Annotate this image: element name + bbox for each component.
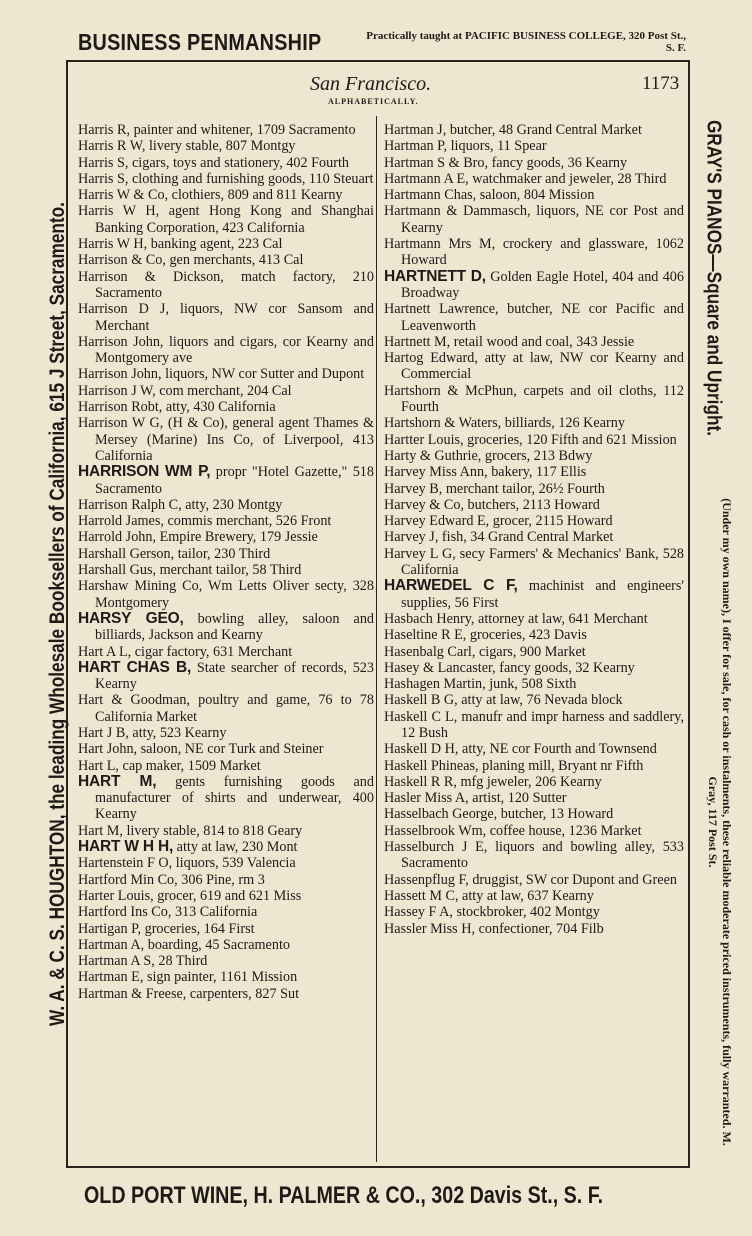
entry-details: groceries, 164 First (141, 920, 255, 937)
entry-details: machinist and engineers' supplies, 56 First (401, 578, 684, 611)
directory-entry (384, 806, 684, 822)
directory-entry (78, 171, 374, 187)
entry-name: Harrison & Co, (78, 252, 166, 269)
entry-name: Harrold John, (78, 529, 157, 546)
entry-details: merchant tailor, 58 Third (156, 562, 302, 579)
entry-details: livery stable, 807 Montgy (145, 138, 296, 155)
entry-name: Harvey & Co, (384, 496, 464, 513)
entry-name: Harrison J W, (78, 382, 156, 399)
directory-entry (78, 839, 374, 855)
entry-details: liquors and cigars, cor Kearny and Montgomery ave (95, 333, 374, 367)
directory-entry (384, 741, 684, 757)
entry-details: cap maker, 1509 Market (118, 757, 261, 774)
entry-details: atty at law, NW cor Kearny and Commercial (401, 350, 684, 383)
directory-entry (78, 334, 374, 367)
directory-entry (78, 399, 374, 415)
entry-name: Hart & Goodman, (78, 692, 191, 709)
entry-details: fancy goods, 32 Kearny (495, 659, 635, 676)
entry-name: Harris R W, (78, 138, 146, 155)
entry-details: butcher, 13 Howard (497, 806, 614, 823)
entry-details: coffee house, 1236 Market (486, 822, 642, 839)
entry-details: junk, 508 Sixth (485, 676, 577, 693)
entry-details: liquors and bowling alley, 533 Sacramento (401, 839, 684, 872)
entry-name: Hartnett Lawrence, (384, 301, 499, 318)
entry-details: liquors, NW cor Sansom and Merchant (95, 301, 374, 334)
directory-entry (384, 481, 684, 497)
entry-details: banking agent, 223 Cal (147, 236, 283, 253)
entry-name: Hartigan P, (78, 920, 142, 937)
entry-details: 306 Pine, rm 3 (177, 871, 265, 888)
entry-details: butcher, NE cor Pacific and Leavenworth (401, 301, 685, 334)
entry-name: Hartford Min Co, (78, 871, 178, 888)
entry-details: bowling alley, saloon and billiards, Jackson and Kearny (95, 610, 375, 644)
directory-entry (384, 823, 684, 839)
entry-details: atty at law, 230 Mont (173, 839, 298, 856)
directory-entry (384, 155, 684, 171)
directory-entry (78, 888, 374, 904)
bottom-ad-text: OLD PORT WINE, H. PALMER & CO., 302 Davis St., S. F. (84, 1182, 604, 1209)
entry-name: Harvey L G, (384, 545, 456, 562)
entry-details: crockery and glassware, 1062 Howard (401, 236, 684, 269)
entry-name: Hartmann & Dammasch, (384, 203, 531, 220)
entry-details: planing mill, Bryant nr Fifth (478, 757, 644, 774)
directory-entry (384, 415, 684, 431)
directory-entry (384, 790, 684, 806)
entry-name: Hartmann A E, (384, 170, 469, 187)
entry-name: Hart J B, (78, 724, 129, 741)
directory-entry (384, 627, 684, 643)
directory-entry (78, 969, 374, 985)
directory-entry (78, 904, 374, 920)
entry-details: Wm Letts Oliver secty, 328 Montgomery (95, 578, 374, 611)
entry-name: Hasenbalg Carl, (384, 643, 476, 660)
entry-details: painter and whitener, 1709 Sacramento (130, 122, 356, 138)
entry-name: Harvey B, (384, 480, 443, 497)
entry-name: Haskell C L, (384, 708, 458, 725)
directory-entry (384, 497, 684, 513)
directory-entry (78, 855, 374, 871)
entry-details: attorney at law, 641 Merchant (474, 610, 648, 627)
directory-entry (384, 187, 684, 203)
entry-name: Haskell Phineas, (384, 757, 479, 774)
entry-details: livery stable, 814 to 818 Geary (122, 822, 303, 839)
directory-entry (384, 774, 684, 790)
directory-entry (78, 611, 374, 644)
entry-details: atty at law, 637 Kearny (458, 887, 594, 904)
entry-details: atty, 523 Kearny (128, 724, 227, 741)
directory-entry (384, 578, 684, 611)
directory-entry (78, 986, 374, 1002)
entry-name: Hartter Louis, (384, 431, 464, 448)
entry-details: secy Farmers' & Mechanics' Bank, 528 California (401, 545, 685, 579)
entry-details: groceries, 120 Fifth and 621 Mission (463, 431, 677, 448)
directory-entry (384, 122, 684, 138)
entry-details: atty at law, 76 Nevada block (457, 692, 623, 709)
left-side-ad-text: W. A. & C. S. HOUGHTON, the leading Wholesale Booksellers of California, 615 J Street, Sacramento. (46, 202, 69, 1026)
entry-name: Harrold James, (78, 513, 164, 530)
entry-name: Hartford Ins Co, (78, 904, 172, 921)
directory-entry (78, 758, 374, 774)
entry-details: fish, 34 Grand Central Market (438, 529, 614, 546)
entry-name: HARRISON WM P, (78, 463, 211, 481)
entry-name: Harris W H, (78, 203, 160, 220)
entry-name: Harvey J, (384, 529, 439, 546)
entry-name: Harshaw Mining Co, (78, 578, 203, 595)
top-ad-headline: BUSINESS PENMANSHIP (78, 28, 322, 55)
directory-entry (384, 888, 684, 904)
directory-entry (78, 415, 374, 464)
entry-name: Harrison D J, (78, 301, 170, 318)
entry-details: gen merchants, 413 Cal (165, 252, 304, 269)
entry-details: stockbroker, 402 Montgy (452, 904, 600, 921)
entry-details: fancy goods, 36 Kearny (488, 154, 628, 171)
entry-name: Hartenstein F O, (78, 855, 173, 872)
entry-name: Hartmann Mrs M, (384, 236, 496, 253)
directory-entry (78, 546, 374, 562)
entry-details: grocer, 619 and 621 Miss (153, 887, 302, 904)
directory-entry (384, 660, 684, 676)
entry-name: Hassler Miss H, (384, 920, 476, 937)
entry-name: Harshall Gerson, (78, 545, 175, 562)
entry-name: Hassett M C, (384, 887, 459, 904)
page-number: 1173 (642, 73, 680, 94)
entry-details: clothing and furnishing goods, 110 Steuart (128, 170, 374, 187)
entry-name: HARWEDEL C F, (384, 577, 518, 595)
entry-details: saloon, NE cor Turk and Steiner (137, 741, 324, 758)
directory-entry (78, 692, 374, 725)
directory-entry (78, 252, 374, 268)
entry-name: Hasbach Henry, (384, 610, 475, 627)
entry-name: Hasler Miss A, (384, 790, 469, 807)
entry-name: HART CHAS B, (78, 658, 192, 676)
entry-details: boarding, 45 Sacramento (144, 936, 290, 953)
directory-entry (78, 578, 374, 611)
directory-entry (78, 138, 374, 154)
directory-entry (78, 921, 374, 937)
entry-name: Hart A L, (78, 643, 132, 660)
right-column (384, 122, 684, 937)
directory-entry (384, 611, 684, 627)
entry-details: butchers, 2113 Howard (464, 496, 600, 513)
entry-name: Harris S, (78, 170, 129, 187)
entry-details: agent Hong Kong and Shanghai Banking Corporation, 423 California (95, 203, 374, 236)
entry-name: Harrison Robt, (78, 399, 163, 416)
entry-name: Haskell B G, (384, 692, 458, 709)
entry-details: saloon, 804 Mission (476, 187, 595, 204)
right-side-ad-headline-text: GRAY'S PIANOS—Square and Upright. (702, 120, 725, 436)
left-column (78, 122, 374, 1002)
directory-entry (384, 236, 684, 269)
entry-name: Hart John, (78, 741, 138, 758)
entry-details: bakery, 117 Ellis (487, 464, 587, 481)
directory-entry (78, 155, 374, 171)
entry-details: manufr and impr harness and saddlery, 12 Bush (401, 708, 684, 741)
entry-name: Haseltine R E, (384, 627, 467, 644)
directory-entry (78, 741, 374, 757)
directory-entry (78, 937, 374, 953)
entry-name: Hasey & Lancaster, (384, 659, 496, 676)
directory-entry (384, 904, 684, 920)
entry-name: Hartog Edward, (384, 350, 478, 367)
entry-details: groceries, 423 Davis (466, 627, 587, 644)
entry-name: Hart M, (78, 822, 123, 839)
entry-name: Harrison John, (78, 366, 162, 383)
entry-name: Hassey F A, (384, 904, 453, 921)
directory-entry (78, 122, 374, 138)
entry-details: grocers, 213 Bdwy (481, 447, 593, 464)
entry-name: Hartman A, (78, 936, 145, 953)
directory-entry (384, 546, 684, 579)
page-subtitle: ALPHABETICALLY. (328, 97, 419, 106)
entry-name: Harris W H, (78, 236, 148, 253)
directory-entry (384, 529, 684, 545)
entry-details: confectioner, 704 Filb (475, 920, 604, 937)
entry-name: Hartman J, (384, 122, 447, 138)
directory-entry (384, 350, 684, 383)
entry-details: atty, 230 Montgy (181, 496, 283, 513)
entry-details: billiards, 126 Kearny (501, 415, 625, 432)
entry-details: grocer, 2115 Howard (489, 513, 613, 530)
entry-name: HART M, (78, 772, 157, 790)
entry-details: carpenters, 827 Sut (186, 985, 300, 1002)
directory-entry (78, 823, 374, 839)
entry-name: Haskell D H, (384, 741, 459, 758)
entry-details: State searcher of records, 523 Kearny (95, 659, 374, 693)
entry-name: Hartman E, (78, 969, 144, 986)
directory-entry (384, 138, 684, 154)
directory-entry (78, 774, 374, 823)
column-divider (376, 116, 377, 1162)
entry-details: gents furnishing goods and manufacturer of shirts and underwear, 400 Kearny (95, 773, 374, 823)
directory-entry (78, 464, 374, 497)
entry-details: poultry and game, 76 to 78 California Market (95, 692, 374, 725)
directory-entry (78, 497, 374, 513)
page-title: San Francisco. (310, 73, 432, 95)
entry-details: commis merchant, 526 Front (163, 513, 332, 530)
directory-entry (78, 953, 374, 969)
entry-details: liquors, NE cor Post and Kearny (401, 203, 684, 236)
directory-entry (384, 921, 684, 937)
entry-details: retail wood and coal, 343 Jessie (450, 333, 635, 350)
top-advertisement (78, 26, 686, 58)
right-side-advertisement-detail: (Under my own name), I offer for sale, for cash or instalments, these reliable moderate priced instruments, fully warranted. M. Gray, 117 Post St. (706, 498, 734, 1146)
directory-entry (78, 562, 374, 578)
entry-details: liquors, NW cor Sutter and Dupont (161, 366, 365, 383)
entry-name: Harty & Guthrie, (384, 447, 482, 464)
entry-name: Hartnett M, (384, 333, 451, 350)
entry-name: Hassenpflug F, (384, 871, 469, 888)
entry-details: sign painter, 1161 Mission (143, 969, 298, 986)
entry-name: Hartman P, (384, 138, 448, 155)
directory-entry (384, 676, 684, 692)
directory-entry (384, 758, 684, 774)
entry-name: Hartmann Chas, (384, 187, 477, 204)
directory-entry (384, 269, 684, 302)
entry-name: Harris W & Co, (78, 187, 169, 204)
bottom-advertisement (84, 1182, 684, 1210)
directory-entry (78, 366, 374, 382)
directory-entry (78, 301, 374, 334)
left-side-advertisement (46, 112, 70, 1117)
entry-details: Golden Eagle Hotel, 404 and 406 Broadway (401, 268, 684, 301)
entry-name: Harrison Ralph C, (78, 496, 182, 513)
entry-name: Hart L, (78, 757, 119, 774)
entry-name: Harvey Miss Ann, (384, 464, 488, 481)
entry-details: atty, 430 California (162, 399, 276, 416)
directory-entry (78, 660, 374, 693)
entry-details: (H & Co), general agent Thames & Mersey (Marine) Ins Co, of Liverpool, 413 California (95, 415, 374, 464)
directory-entry (384, 448, 684, 464)
directory-entry (78, 203, 374, 236)
entry-name: Harrison & Dickson, (78, 268, 224, 285)
entry-details: Empire Brewery, 179 Jessie (156, 529, 318, 546)
entry-name: Harrison W G, (78, 415, 164, 432)
entry-name: Hasselburch J E, (384, 839, 488, 856)
entry-name: Hartshorn & McPhun, (384, 382, 517, 399)
entry-name: Harshall Gus, (78, 562, 157, 579)
entry-name: Harris S, (78, 154, 129, 171)
entry-details: com merchant, 204 Cal (155, 382, 292, 399)
top-ad-detail: Practically taught at PACIFIC BUSINESS COLLEGE, 320 Post St., S. F. (366, 30, 686, 54)
entry-details: propr "Hotel Gazette," 518 Sacramento (95, 464, 374, 497)
directory-entry (78, 644, 374, 660)
entry-details: cigar factory, 631 Merchant (131, 643, 293, 660)
directory-entry (384, 513, 684, 529)
directory-entry (78, 725, 374, 741)
directory-entry (78, 513, 374, 529)
entry-details: merchant tailor, 26½ Fourth (442, 480, 605, 497)
directory-entry (384, 692, 684, 708)
entry-details: tailor, 230 Third (174, 545, 271, 562)
directory-entry (384, 872, 684, 888)
entry-name: Hashagen Martin, (384, 676, 486, 693)
entry-details: mfg jeweler, 206 Kearny (456, 773, 602, 790)
entry-details: clothiers, 809 and 811 Kearny (168, 187, 343, 204)
directory-entry (78, 872, 374, 888)
entry-name: HART W H H, (78, 838, 174, 856)
directory-entry (384, 334, 684, 350)
directory-entry (78, 187, 374, 203)
entry-details: cigars, toys and stationery, 402 Fourth (128, 154, 349, 171)
directory-entry (78, 529, 374, 545)
entry-details: carpets and oil cloths, 112 Fourth (401, 382, 684, 416)
entry-name: Harris R, (78, 122, 131, 138)
entry-name: Hartshorn & Waters, (384, 415, 502, 432)
entry-details: butcher, 48 Grand Central Market (446, 122, 642, 138)
directory-entry (384, 464, 684, 480)
directory-entry (78, 383, 374, 399)
right-side-advertisement-headline (702, 94, 725, 461)
directory-entry (78, 269, 374, 302)
directory-entry (384, 432, 684, 448)
entry-details: 313 California (171, 904, 258, 921)
entry-name: Hasselbrook Wm, (384, 822, 487, 839)
entry-name: Harter Louis, (78, 887, 154, 904)
entry-name: Haskell R R, (384, 773, 457, 790)
entry-details: atty, NE cor Fourth and Townsend (458, 741, 657, 758)
entry-details: cigars, 900 Market (475, 643, 586, 660)
entry-name: Hartman & Freese, (78, 985, 187, 1002)
entry-details: liquors, 539 Valencia (172, 855, 296, 872)
directory-entry (384, 383, 684, 416)
entry-details: 28 Third (154, 953, 208, 970)
entry-name: HARSY GEO, (78, 609, 184, 627)
entry-details: artist, 120 Sutter (468, 790, 567, 807)
directory-entry (384, 839, 684, 872)
entry-name: HARTNETT D, (384, 267, 486, 285)
entry-name: Hasselbach George, (384, 806, 498, 823)
directory-entry (384, 301, 684, 334)
entry-name: Hartman S & Bro, (384, 154, 489, 171)
entry-details: liquors, 11 Spear (447, 138, 547, 155)
entry-name: Hartman A S, (78, 953, 155, 970)
entry-details: match factory, 210 Sacramento (95, 268, 374, 301)
directory-entry (384, 171, 684, 187)
entry-details: watchmaker and jeweler, 28 Third (468, 170, 667, 187)
entry-name: Harvey Edward E, (384, 513, 490, 530)
entry-details: druggist, SW cor Dupont and Green (468, 871, 677, 888)
directory-entry (384, 709, 684, 742)
entry-name: Harrison John, (78, 333, 164, 350)
directory-entry (384, 644, 684, 660)
directory-entry (78, 236, 374, 252)
directory-entry (384, 203, 684, 236)
